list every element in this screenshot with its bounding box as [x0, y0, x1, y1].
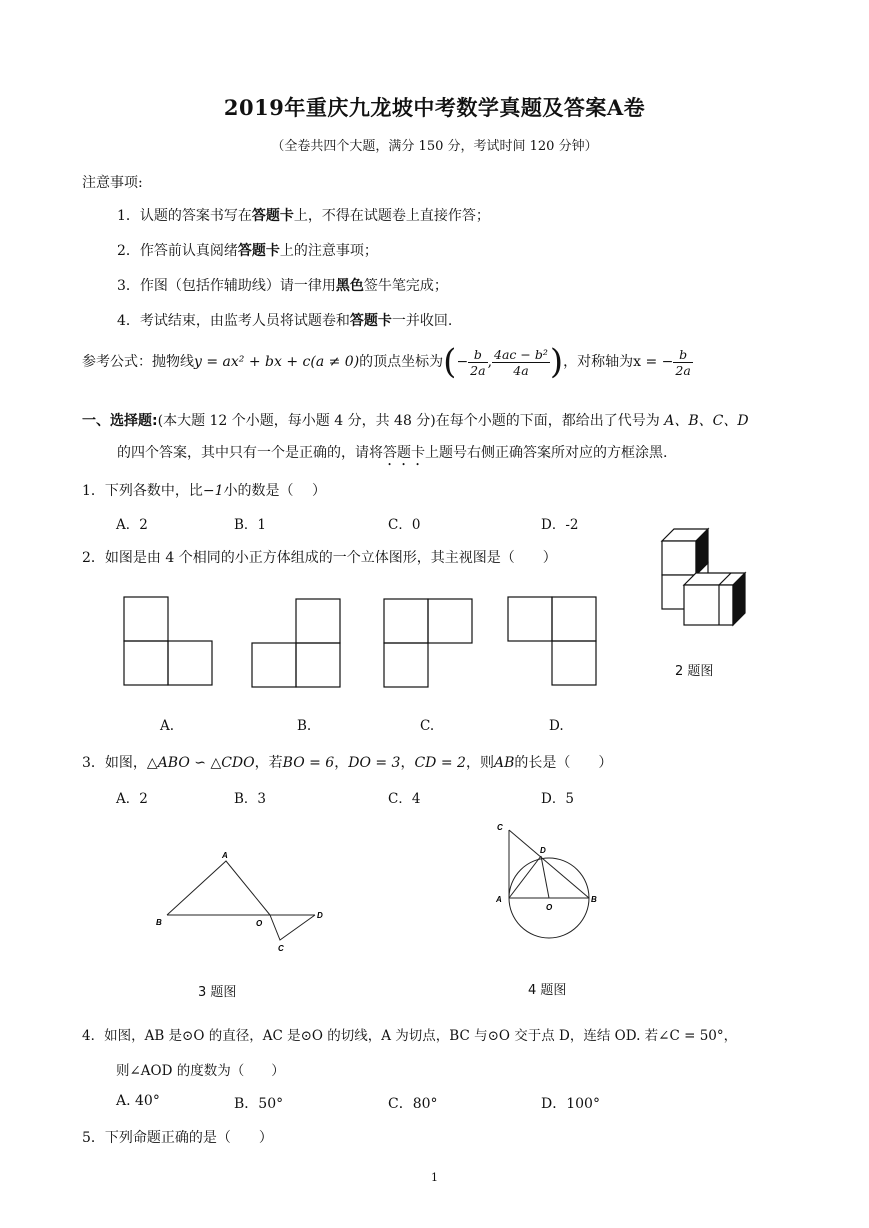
q1-option-c: C．0	[388, 517, 421, 533]
q2-option-a-label: A.	[160, 718, 175, 734]
q4-option-d: D．100°	[541, 1096, 600, 1112]
notice-item-4: 4．考试结束，由监考人员将试题卷和答题卡一并收回.	[117, 313, 453, 329]
q1-stem: 1．下列各数中，比−1小的数是（ ）	[82, 483, 327, 499]
q2-stem: 2．如图是由 4 个相同的小正方体组成的一个立体图形，其主视图是（ ）	[82, 550, 557, 566]
q3-option-b: B．3	[234, 791, 267, 807]
page-title: 2019年重庆九龙坡中考数学真题及答案A卷	[223, 95, 646, 120]
q2-option-c-label: C.	[420, 718, 435, 734]
q1-option-a: A．2	[116, 517, 148, 533]
q2-option-b-label: B.	[297, 718, 312, 734]
q4-option-b: B．50°	[234, 1096, 284, 1112]
q1-option-b: B．1	[234, 517, 267, 533]
notice-heading: 注意事项:	[82, 175, 143, 191]
exam-subtitle: （全卷共四个大题，满分 150 分，考试时间 120 分钟）	[271, 139, 598, 154]
fig3-label-c: C	[278, 944, 284, 953]
q2-option-a-figure	[122, 595, 217, 690]
fig4-label-o: O	[546, 903, 553, 912]
q4-stem-line1: 4．如图，AB 是⊙O 的直径，AC 是⊙O 的切线，A 为切点，BC 与⊙O 交于点 D，连结 OD. 若∠C = 50°，	[82, 1028, 738, 1044]
q3-option-c: C．4	[388, 791, 421, 807]
fig4-label-b: B	[591, 895, 597, 904]
q4-option-c: C．80°	[388, 1096, 438, 1112]
q2-fig-caption: 2 题图	[675, 664, 714, 679]
q2-option-b-figure	[250, 597, 345, 692]
q2-option-c-figure	[382, 597, 477, 692]
q2-option-d-figure	[506, 595, 601, 690]
fig4-label-d: D	[540, 846, 546, 855]
fig3-label-a: A	[222, 851, 228, 860]
section1-line2: 的四个答案，其中只有一个是正确的，请将答题卡上题号右侧正确答案所对应的方框涂黑.	[117, 445, 668, 461]
page-number: 1	[431, 1171, 438, 1184]
q5-stem: 5．下列命题正确的是（ ）	[82, 1130, 273, 1146]
fig3-label-o: O	[256, 919, 263, 928]
q4-fig-caption: 4 题图	[528, 983, 567, 998]
section1-line1: 一、选择题:(本大题 12 个小题，每小题 4 分，共 48 分)在每个小题的下面，都给出了代号为 A、B、C、D	[82, 413, 749, 429]
fig4-label-a: A	[496, 895, 502, 904]
q3-fig-caption: 3 题图	[198, 985, 237, 1000]
q4-circle-figure	[490, 818, 605, 948]
reference-formula: 参考公式：抛物线y = ax² + bx + c(a ≠ 0)的顶点坐标为(− $\frac{b}{2a}$ , $\frac{\text{4ac − b²}}{4a}$ )，对称轴为x = − $\frac{b}{2a}$	[82, 342, 691, 382]
q3-option-a: A．2	[116, 791, 148, 807]
notice-item-1: 1．认题的答案书写在答题卡上，不得在试题卷上直接作答；	[117, 208, 490, 224]
q2-option-d-label: D.	[549, 718, 564, 734]
q2-cube-figure	[652, 523, 757, 633]
q3-triangle-figure	[150, 845, 335, 955]
fig3-label-b: B	[156, 918, 162, 927]
q4-stem-line2: 则∠AOD 的度数为（ ）	[116, 1063, 285, 1079]
q3-stem: 3．如图，△ABO ∽ △CDO，若BO = 6，DO = 3，CD = 2，则AB的长是（ ）	[82, 755, 613, 771]
notice-item-2: 2．作答前认真阅绪答题卡上的注意事项；	[117, 243, 378, 259]
q3-option-d: D．5	[541, 791, 574, 807]
notice-item-3: 3．作图（包括作辅助线）请一律用黑色签牛笔完成；	[117, 278, 448, 294]
q4-option-a: A. 40°	[116, 1093, 160, 1109]
q1-option-d: D．-2	[541, 517, 579, 533]
fig4-label-c: C	[497, 823, 503, 832]
fig3-label-d: D	[317, 911, 323, 920]
